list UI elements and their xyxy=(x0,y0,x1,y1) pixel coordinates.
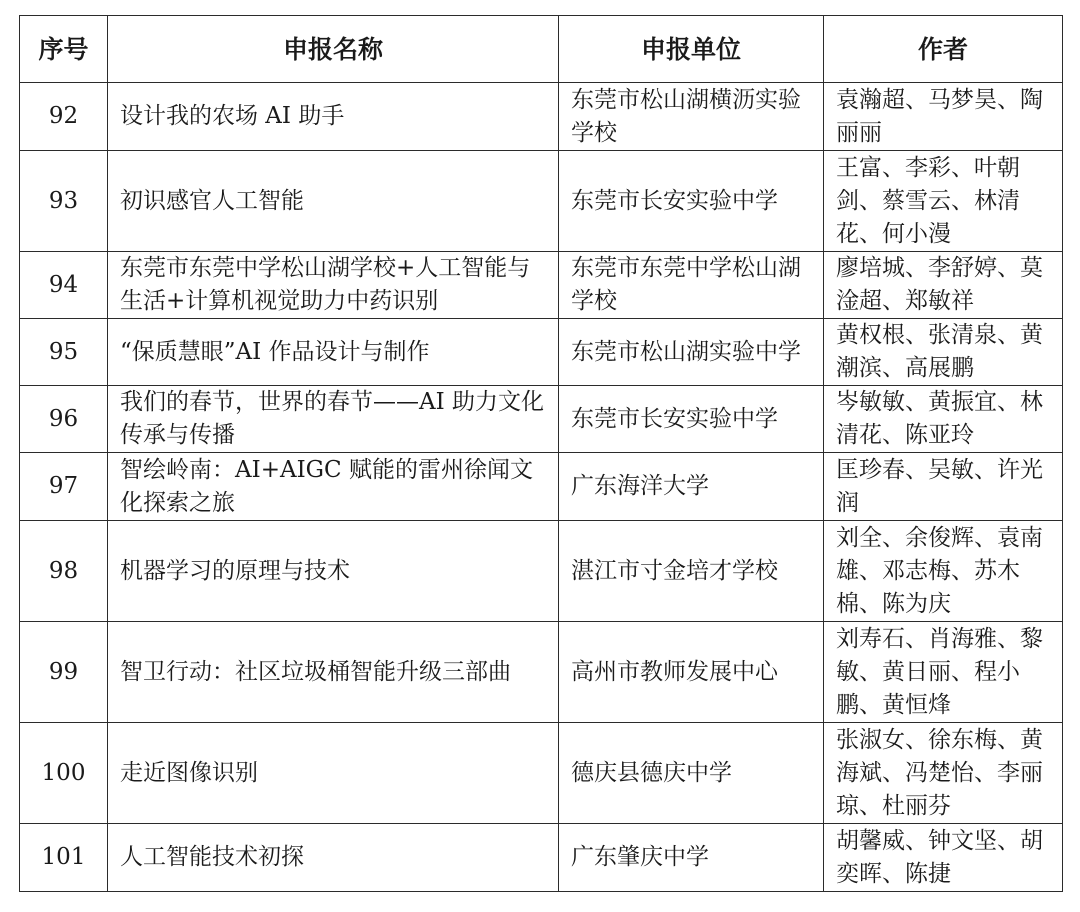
header-row xyxy=(20,16,1063,83)
table-row xyxy=(20,453,1063,521)
author-list: 刘寿石、肖海雅、黎敏、黄日丽、程小鹏、黄恒烽 xyxy=(824,622,1063,723)
author-list: 王富、李彩、叶朝剑、蔡雪云、林清花、何小漫 xyxy=(824,151,1063,252)
award-table xyxy=(19,15,1063,892)
project-name: 初识感官人工智能 xyxy=(108,151,559,252)
project-name: 走近图像识别 xyxy=(108,723,559,824)
row-number: 92 xyxy=(20,83,108,151)
row-number: 97 xyxy=(20,453,108,521)
row-number: 93 xyxy=(20,151,108,252)
table-row xyxy=(20,319,1063,386)
unit-name: 广东肇庆中学 xyxy=(559,824,824,892)
project-name: 机器学习的原理与技术 xyxy=(108,521,559,622)
unit-name: 德庆县德庆中学 xyxy=(559,723,824,824)
project-name: 我们的春节，世界的春节——AI 助力文化传承与传播 xyxy=(108,386,559,453)
unit-name: 东莞市东莞中学松山湖学校 xyxy=(559,252,824,319)
unit-name: 湛江市寸金培才学校 xyxy=(559,521,824,622)
author-list: 刘全、余俊辉、袁南雄、邓志梅、苏木棉、陈为庆 xyxy=(824,521,1063,622)
unit-name: 东莞市长安实验中学 xyxy=(559,386,824,453)
table-row xyxy=(20,723,1063,824)
header-no: 序号 xyxy=(20,16,108,83)
unit-name: 东莞市松山湖横沥实验学校 xyxy=(559,83,824,151)
row-number: 100 xyxy=(20,723,108,824)
project-name: 设计我的农场 AI 助手 xyxy=(108,83,559,151)
row-number: 94 xyxy=(20,252,108,319)
project-name: “保质慧眼”AI 作品设计与制作 xyxy=(108,319,559,386)
author-list: 廖培城、李舒婷、莫淦超、郑敏祥 xyxy=(824,252,1063,319)
table-row xyxy=(20,622,1063,723)
row-number: 96 xyxy=(20,386,108,453)
row-number: 101 xyxy=(20,824,108,892)
project-name: 人工智能技术初探 xyxy=(108,824,559,892)
table-row xyxy=(20,83,1063,151)
author-list: 匡珍春、吴敏、许光润 xyxy=(824,453,1063,521)
row-number: 98 xyxy=(20,521,108,622)
table-row xyxy=(20,824,1063,892)
header-project-name: 申报名称 xyxy=(108,16,559,83)
author-list: 袁瀚超、马梦昊、陶丽丽 xyxy=(824,83,1063,151)
header-authors: 作者 xyxy=(824,16,1063,83)
table-row xyxy=(20,151,1063,252)
author-list: 岑敏敏、黄振宜、林清花、陈亚玲 xyxy=(824,386,1063,453)
unit-name: 广东海洋大学 xyxy=(559,453,824,521)
table-row xyxy=(20,252,1063,319)
author-list: 张淑女、徐东梅、黄海斌、冯楚怡、李丽琼、杜丽芬 xyxy=(824,723,1063,824)
row-number: 99 xyxy=(20,622,108,723)
author-list: 黄权根、张清泉、黄潮滨、高展鹏 xyxy=(824,319,1063,386)
project-name: 东莞市东莞中学松山湖学校+人工智能与生活+计算机视觉助力中药识别 xyxy=(108,252,559,319)
unit-name: 东莞市松山湖实验中学 xyxy=(559,319,824,386)
row-number: 95 xyxy=(20,319,108,386)
table-row xyxy=(20,386,1063,453)
project-name: 智绘岭南：AI+AIGC 赋能的雷州徐闻文化探索之旅 xyxy=(108,453,559,521)
table-row xyxy=(20,521,1063,622)
project-name: 智卫行动：社区垃圾桶智能升级三部曲 xyxy=(108,622,559,723)
unit-name: 高州市教师发展中心 xyxy=(559,622,824,723)
unit-name: 东莞市长安实验中学 xyxy=(559,151,824,252)
author-list: 胡馨威、钟文坚、胡奕晖、陈捷 xyxy=(824,824,1063,892)
header-unit: 申报单位 xyxy=(559,16,824,83)
